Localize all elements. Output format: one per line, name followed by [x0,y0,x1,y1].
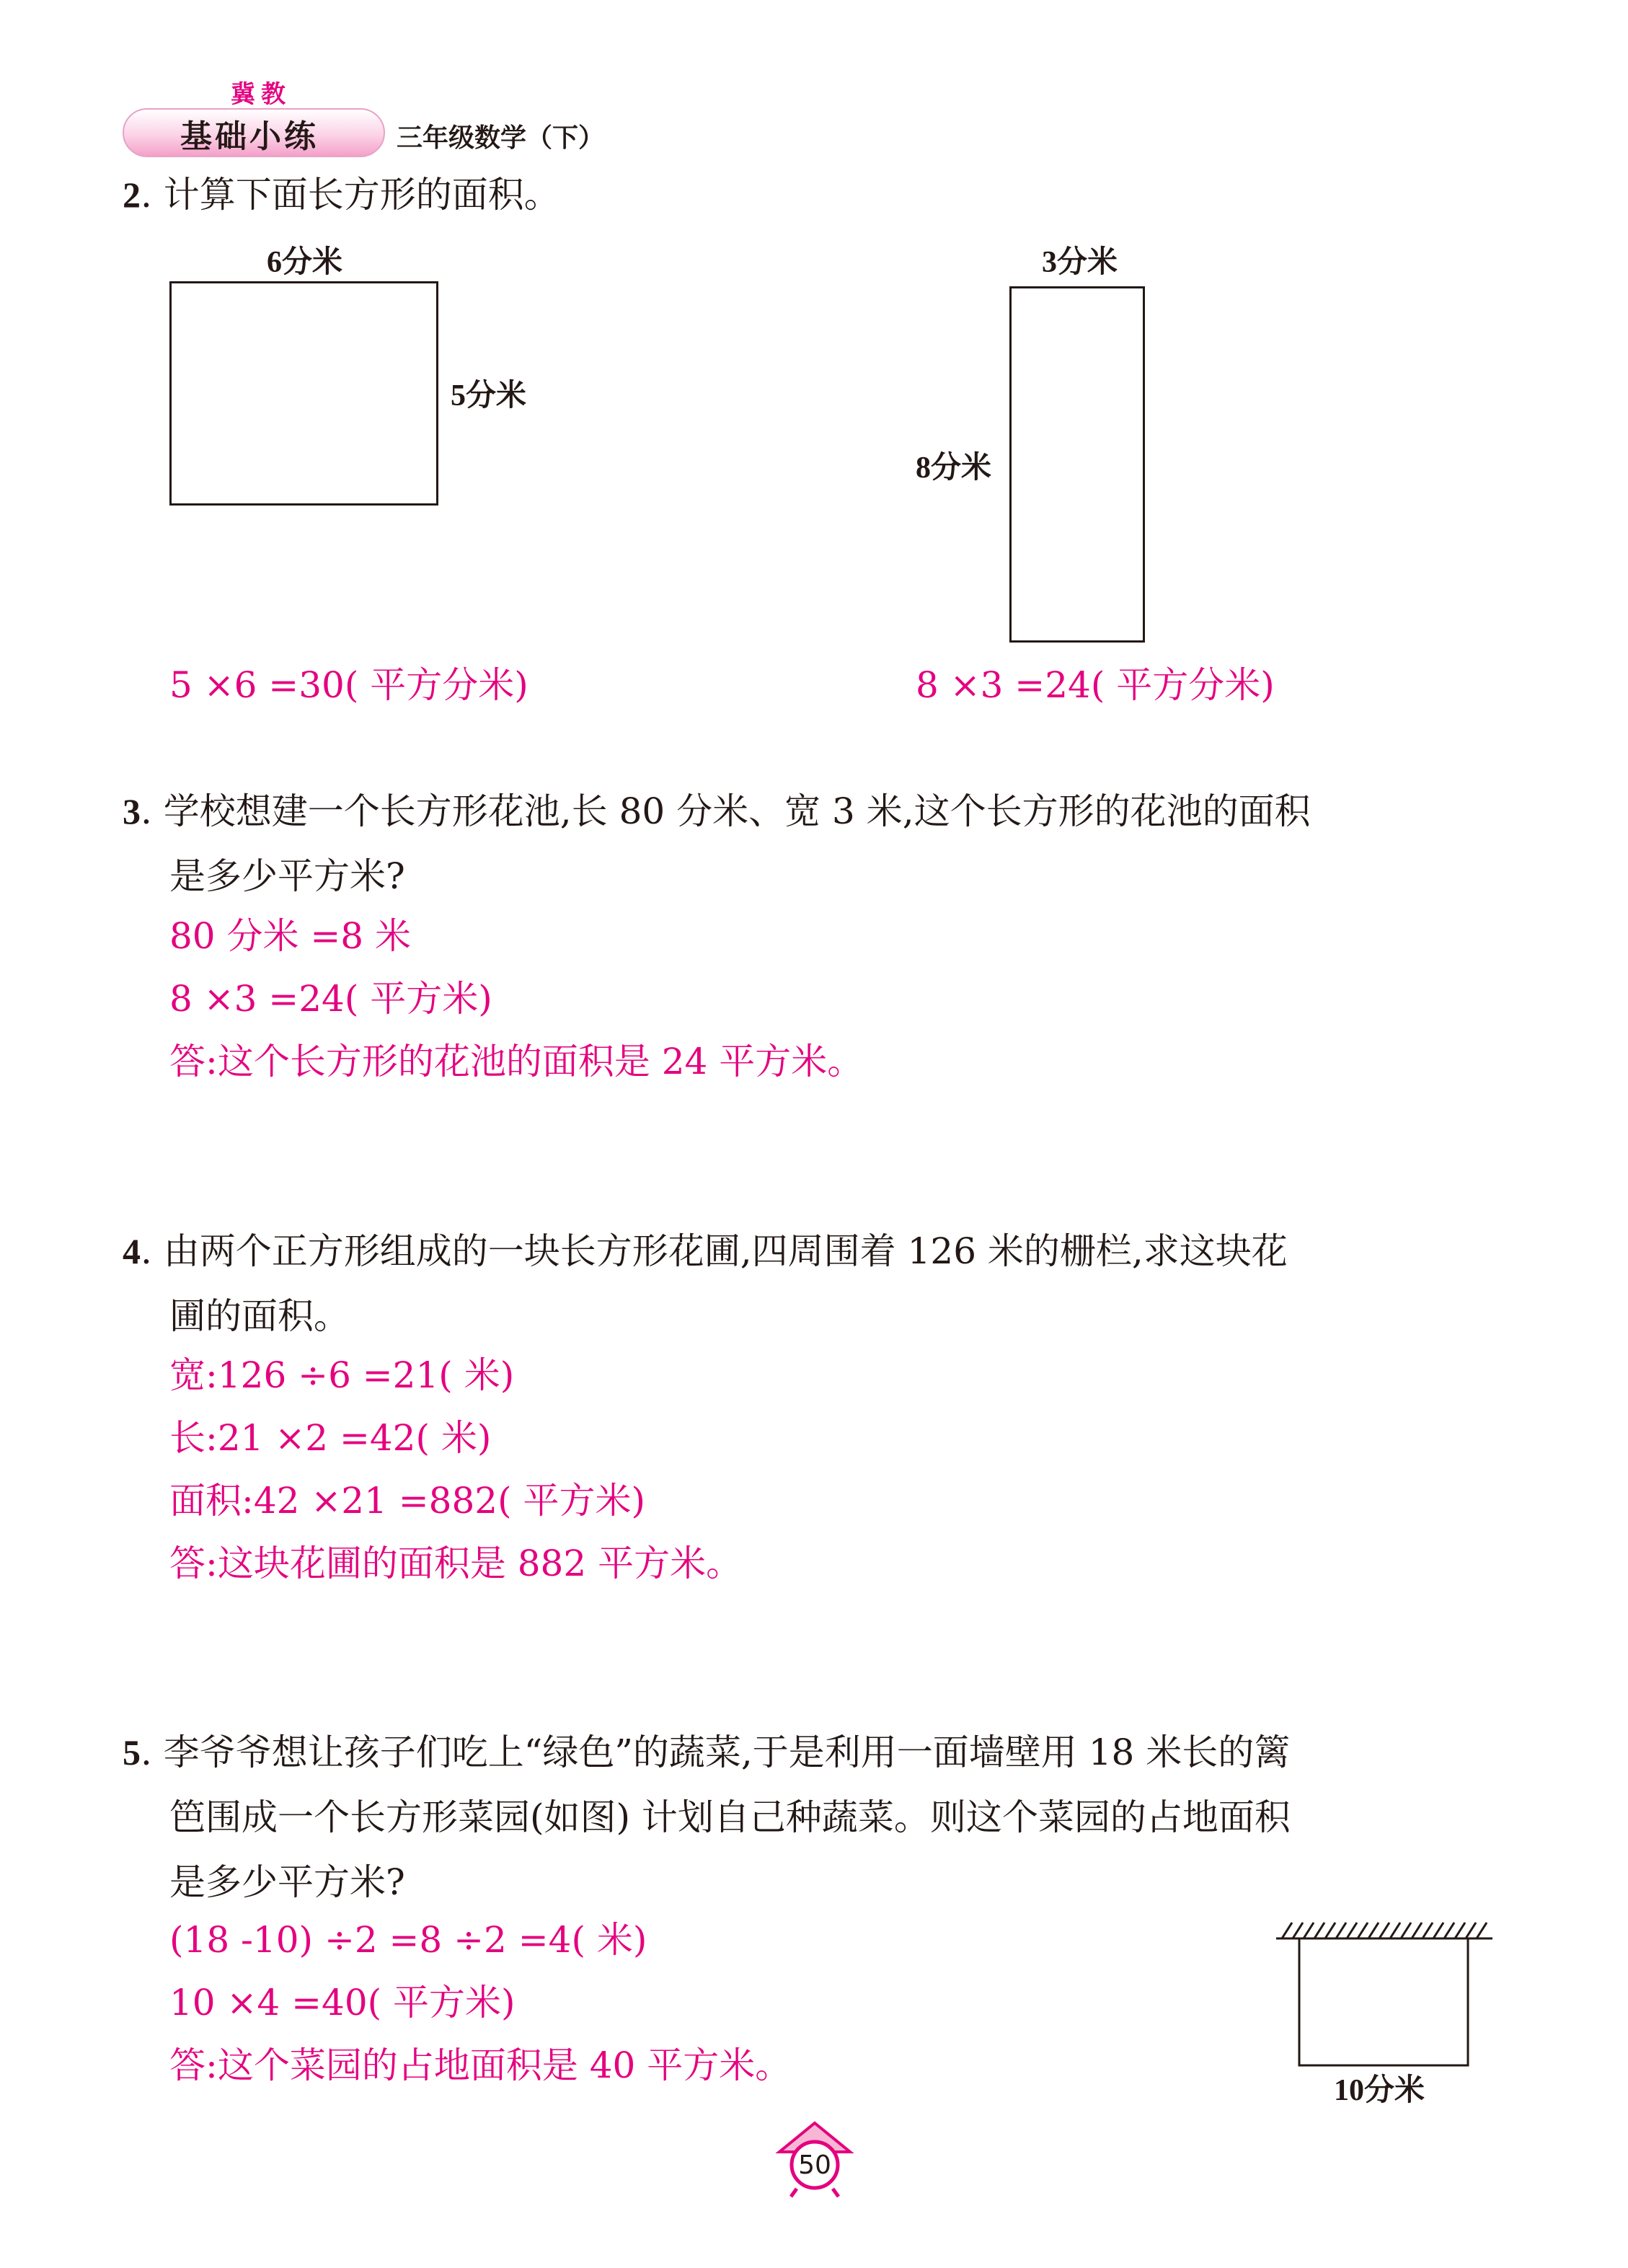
header-publisher: 冀教 [231,80,291,109]
q3-prompt-line2: 是多少平方米? [169,855,405,897]
q3-prompt-line1: 3. 学校想建一个长方形花池,长 80 分米、宽 3 米,这个长方形的花池的面积 [123,790,1311,832]
q2-fig2-top-label: 3分米 [1042,246,1118,279]
q5-prompt-line2: 笆围成一个长方形菜园(如图) 计划自己种蔬菜。则这个菜园的占地面积 [169,1796,1291,1838]
q4-answer-2: 长:21 ×2 =42( 米) [169,1417,492,1459]
q4-number: 4 [123,1231,141,1271]
header-grade: 三年级数学（下） [397,123,605,153]
q2-prompt: 2. 计算下面长方形的面积。 [123,174,560,216]
q4-answer-4: 答:这块花圃的面积是 882 平方米。 [169,1543,743,1584]
q3-answer-3: 答:这个长方形的花池的面积是 24 平方米。 [169,1041,864,1082]
q5-garden-figure [1276,1911,1500,2084]
q5-fig-label: 10分米 [1334,2074,1425,2107]
q5-prompt-line1: 5. 李爷爷想让孩子们吃上“绿色”的蔬菜,于是利用一面墙壁用 18 米长的篱 [123,1731,1291,1773]
q5-number: 5 [123,1732,141,1773]
q2-fig1-side-label: 5分米 [451,379,527,412]
q2-number: 2 [123,175,141,215]
q3-number: 3 [123,791,141,831]
q3-answer-1: 80 分米 =8 米 [169,915,412,957]
q5-answer-1: (18 -10) ÷2 =8 ÷2 =4( 米) [169,1919,647,1961]
q5-answer-2: 10 ×4 =40( 平方米) [169,1982,516,2024]
q2-fig1-rectangle [169,281,438,506]
q2-answer-2: 8 ×3 =24( 平方分米) [916,664,1275,706]
q2-fig2-side-label: 8分米 [916,451,992,485]
header [123,69,656,155]
q4-answer-3: 面积:42 ×21 =882( 平方米) [169,1480,646,1522]
wall-hatching [1276,1923,1492,1938]
q2-answer-1: 5 ×6 =30( 平方分米) [169,664,528,706]
q5-garden-rectangle [1299,1938,1468,2065]
page-number: 50 [798,2150,831,2180]
q5-answer-3: 答:这个菜园的占地面积是 40 平方米。 [169,2044,792,2086]
q5-prompt-line3: 是多少平方米? [169,1861,405,1903]
page-number-badge [775,2120,854,2199]
q2-fig2-rectangle [1009,286,1145,643]
header-series: 基础小练 [180,118,319,155]
q4-answer-1: 宽:126 ÷6 =21( 米) [169,1354,515,1396]
q4-prompt-line1: 4. 由两个正方形组成的一块长方形花圃,四周围着 126 米的栅栏,求这块花 [123,1230,1288,1272]
q2-fig1-top-label: 6分米 [267,246,343,279]
q3-answer-2: 8 ×3 =24( 平方米) [169,978,492,1020]
q4-prompt-line2: 圃的面积。 [169,1295,350,1337]
